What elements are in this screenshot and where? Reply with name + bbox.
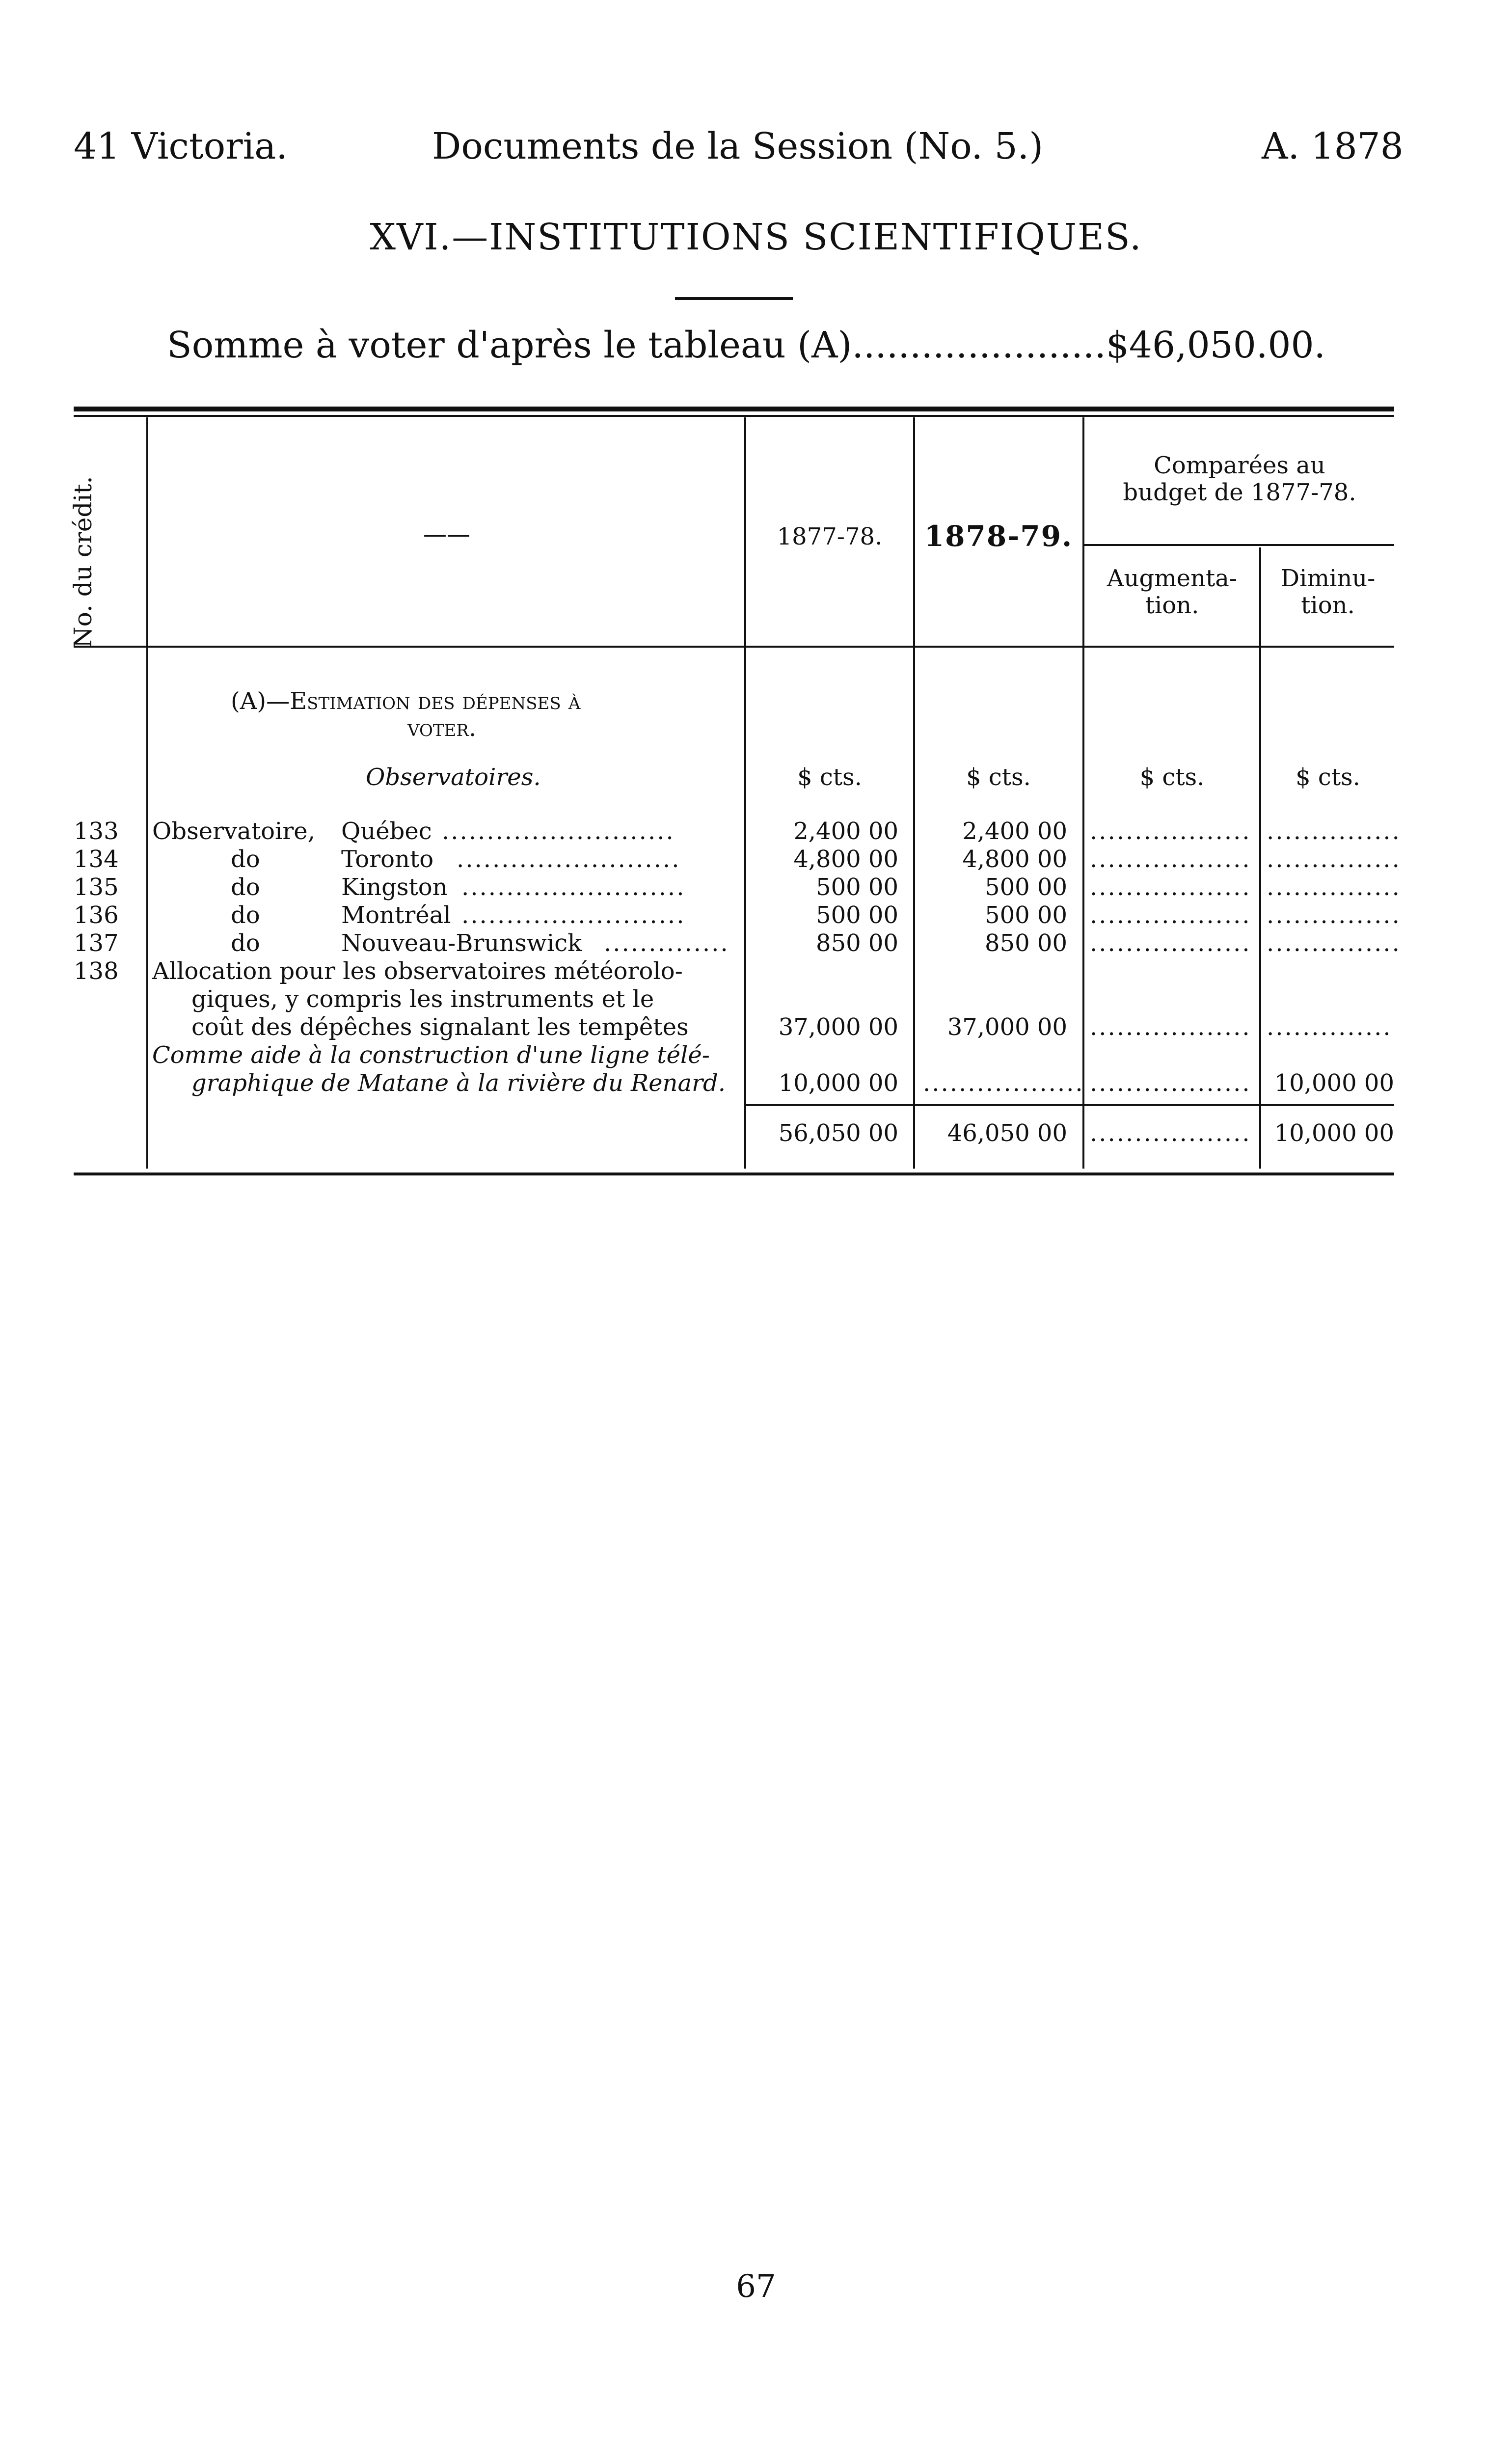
value-1877: 4,800 00 [793, 846, 898, 873]
row-label: do [231, 846, 260, 873]
col-header-1878: 1878-79. [924, 519, 1073, 553]
row-label-cont: coût des dépêches signalant les tempêtes [191, 1013, 689, 1041]
col-header-compare-1: Comparées au [1154, 452, 1325, 479]
augment-value: .................. [1090, 873, 1251, 901]
augment-value: .................. [1090, 929, 1251, 957]
row-place: Montréal [341, 901, 451, 929]
row-label-cont: graphique de Matane à la rivière du Renard. [191, 1069, 726, 1097]
row-number: 133 [74, 818, 119, 845]
augment-value: .................. [1090, 1069, 1251, 1097]
summary-line: Somme à voter d'après le tableau (A)......................$46,050.00. [167, 324, 1326, 366]
row-place: Toronto [341, 846, 434, 873]
row-number: 137 [74, 929, 119, 957]
row-label: do [231, 901, 260, 929]
subsection-title: Observatoires. [366, 764, 541, 791]
row-place: Nouveau-Brunswick [341, 929, 582, 957]
unit-label: $ cts. [966, 764, 1031, 791]
total-1877: 56,050 00 [778, 1119, 898, 1147]
value-1877: 2,400 00 [793, 818, 898, 845]
header-right: A. 1878 [1262, 125, 1404, 167]
total-augment: .................. [1090, 1119, 1251, 1147]
row-number: 136 [74, 901, 119, 929]
row-label: Comme aide à la construction d'une ligne télé- [152, 1041, 710, 1069]
col-header-augment-1: Augmenta- [1107, 565, 1238, 592]
col-divider [1082, 417, 1084, 1169]
diminution-value: ............... [1267, 901, 1401, 929]
title-rule [675, 297, 793, 300]
diminution-value: 10,000 00 [1274, 1069, 1394, 1097]
col-header-diminution-2: tion. [1301, 592, 1355, 619]
value-1878: 37,000 00 [947, 1013, 1067, 1041]
total-rule [744, 1104, 1394, 1106]
value-1878: 500 00 [985, 873, 1067, 901]
row-label: do [231, 929, 260, 957]
value-1878: 4,800 00 [962, 846, 1067, 873]
header-subrule [1082, 544, 1394, 546]
col-header-description: —— [423, 520, 470, 548]
diminution-value: ............... [1267, 873, 1401, 901]
diminution-value: ............... [1267, 818, 1401, 845]
row-label: Observatoire, [152, 818, 315, 845]
diminution-value: ............... [1267, 846, 1401, 873]
table-bottom-rule [74, 1173, 1394, 1175]
header-bottom-rule [74, 646, 1394, 648]
section-title-cont: voter. [407, 714, 477, 742]
row-place: Kingston [341, 873, 448, 901]
section-title: (A)—Estimation des dépenses à [231, 687, 581, 715]
total-diminution: 10,000 00 [1274, 1119, 1394, 1147]
value-1877: 500 00 [816, 873, 898, 901]
value-1877: 10,000 00 [778, 1069, 898, 1097]
value-1877: 850 00 [816, 929, 898, 957]
augment-value: .................. [1090, 1013, 1251, 1041]
row-place: Québec [341, 818, 432, 845]
table-top-rule [74, 407, 1394, 411]
row-label: do [231, 873, 260, 901]
row-number: 134 [74, 846, 119, 873]
row-label-cont: giques, y compris les instruments et le [191, 985, 654, 1013]
value-1878: 850 00 [985, 929, 1067, 957]
col-header-compare-2: budget de 1877-78. [1123, 479, 1356, 506]
diminution-value: .............. [1267, 1013, 1392, 1041]
col-header-diminution-1: Diminu- [1280, 565, 1376, 592]
unit-label: $ cts. [1139, 764, 1205, 791]
total-1878: 46,050 00 [947, 1119, 1067, 1147]
augment-value: .................. [1090, 818, 1251, 845]
row-label: Allocation pour les observatoires météorolo- [152, 957, 683, 985]
row-number: 138 [74, 957, 119, 985]
table-top-rule-2 [74, 415, 1394, 417]
value-1878: 2,400 00 [962, 818, 1067, 845]
value-1878: 500 00 [985, 901, 1067, 929]
page-number: 67 [736, 2268, 776, 2305]
header-center: Documents de la Session (No. 5.) [432, 125, 1044, 167]
unit-label: $ cts. [797, 764, 862, 791]
header-left: 41 Victoria. [74, 125, 288, 167]
col-divider [146, 417, 148, 1169]
diminution-value: ............... [1267, 929, 1401, 957]
value-1877: 500 00 [816, 901, 898, 929]
augment-value: .................. [1090, 901, 1251, 929]
unit-label: $ cts. [1296, 764, 1360, 791]
col-header-1877: 1877-78. [777, 523, 883, 550]
value-1878: .................. [923, 1069, 1084, 1097]
col-header-number: No. du crédit. [69, 476, 97, 648]
page-title: XVI.—INSTITUTIONS SCIENTIFIQUES. [370, 216, 1142, 258]
row-number: 135 [74, 873, 119, 901]
col-header-augment-2: tion. [1145, 592, 1199, 619]
value-1877: 37,000 00 [778, 1013, 898, 1041]
col-divider [1259, 547, 1261, 1169]
augment-value: .................. [1090, 846, 1251, 873]
